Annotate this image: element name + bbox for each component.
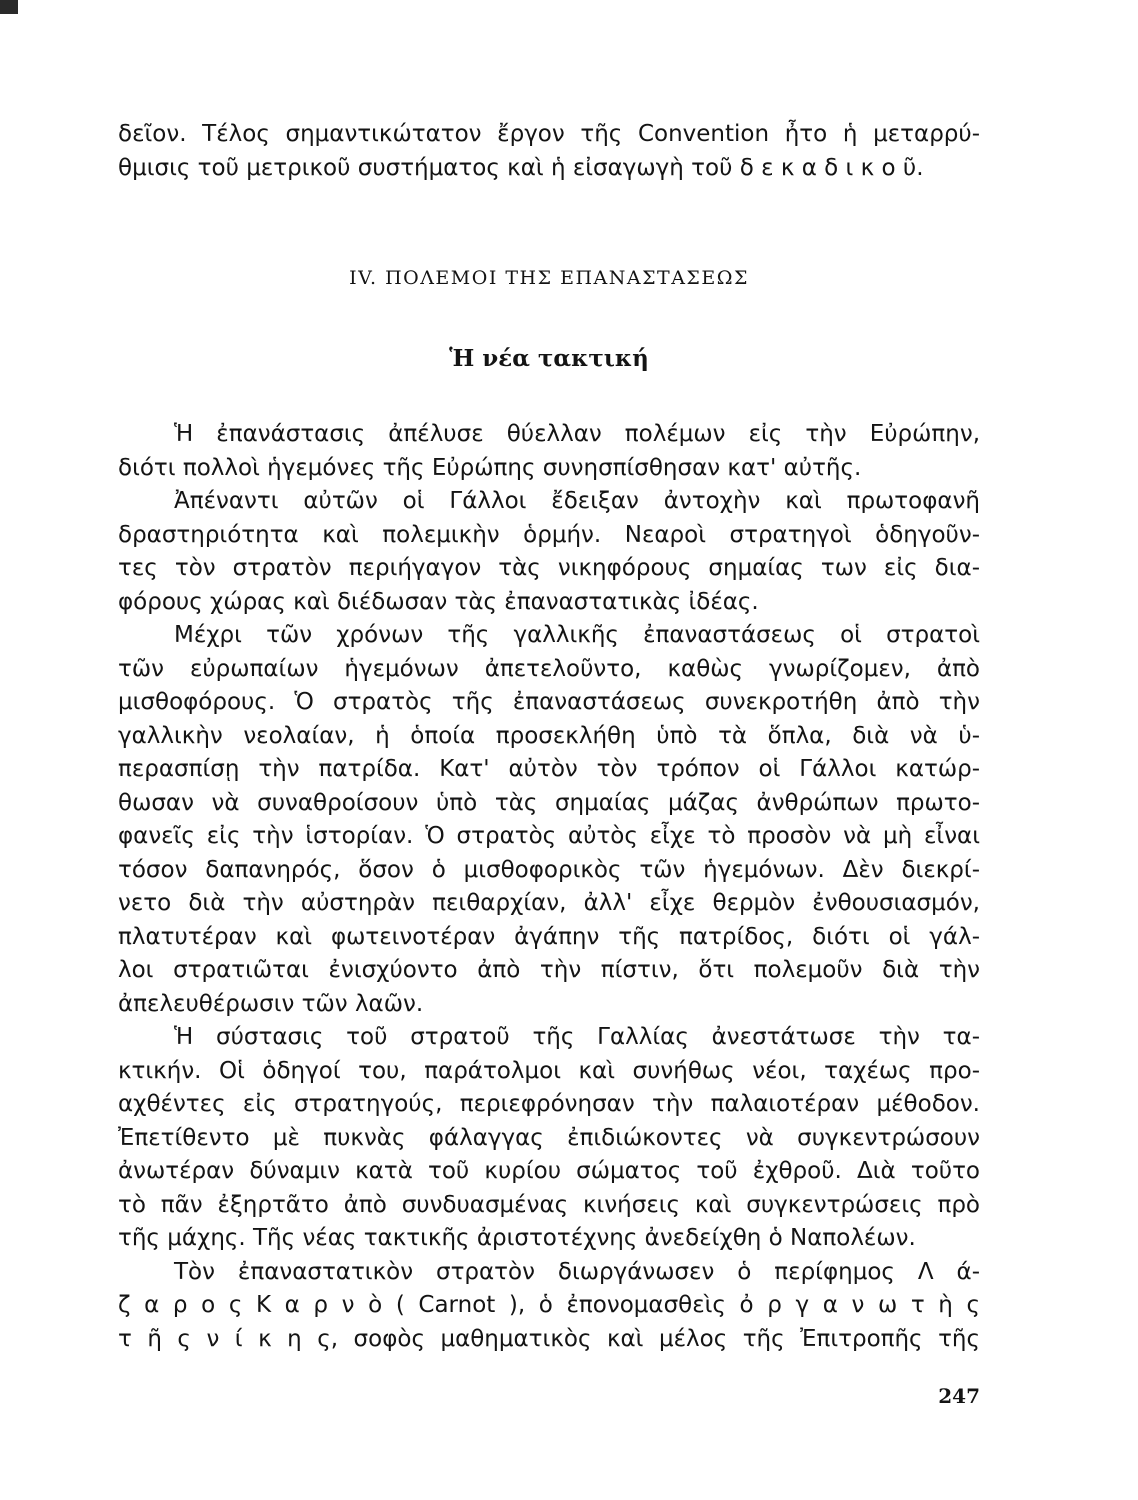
text-line: τες τὸν στρατὸν περιήγαγον τὰς νικηφόρους σημαίας των εἰς δια- — [118, 555, 980, 581]
text-line: δεῖον. Τέλος σημαντικώτατον ἔργον τῆς Convention ἦτο ἡ μεταρρύ- — [118, 121, 980, 147]
text-line: τόσον δαπανηρός, ὅσον ὁ μισθοφορικὸς τῶν ἡγεμόνων. Δὲν διεκρί- — [118, 856, 980, 883]
text-line: τῆς μάχης. Τῆς νέας τακτικῆς ἀριστοτέχνης ἀνεδείχθη ὁ Ναπολέων. — [118, 1225, 916, 1251]
text-line: Ἀπέναντι αὐτῶν οἱ Γάλλοι ἔδειξαν ἀντοχὴν καὶ πρωτοφανῆ — [174, 488, 980, 514]
section-title: Ἡ νέα τακτική — [449, 345, 649, 372]
book-page — [118, 118, 980, 1356]
text-line: φανεῖς εἰς τὴν ἱστορίαν. Ὁ στρατὸς αὐτὸς εἶχε τὸ προσὸν νὰ μὴ εἶναι — [118, 823, 980, 849]
text-line: περασπίσῃ τὴν πατρίδα. Κατ' αὐτὸν τὸν τρόπον οἱ Γάλλοι κατώρ- — [118, 756, 980, 782]
text-line: κτικήν. Οἱ ὁδηγοί του, παράτολμοι καὶ συνήθως νέοι, ταχέως προ- — [118, 1057, 980, 1084]
intro-paragraph — [118, 118, 980, 185]
chapter-heading: IV. ΠΟΛΕΜΟΙ ΤΗΣ ΕΠΑΝΑΣΤΑΣΕΩΣ — [349, 267, 749, 289]
text-line: αχθέντες εἰς στρατηγούς, περιεφρόνησαν τὴν παλαιοτέραν μέθοδον. — [118, 1091, 980, 1117]
page-number: 247 — [938, 1384, 980, 1408]
text-line: διότι πολλοὶ ἡγεμόνες τῆς Εὐρώπης συνησπίσθησαν κατ' αὐτῆς. — [118, 454, 862, 481]
text-line: Τὸν ἐπαναστατικὸν στρατὸν διωργάνωσεν ὁ περίφημος Λ ά- — [174, 1258, 980, 1285]
text-line: τ ῆ ς ν ί κ η ς, σοφὸς μαθηματικὸς καὶ μέλος τῆς Ἐπιτροπῆς τῆς — [118, 1325, 980, 1352]
text-line: δραστηριότητα καὶ πολεμικὴν ὁρμήν. Νεαροὶ στρατηγοὶ ὁδηγοῦν- — [118, 521, 980, 548]
text-line: ἀνωτέραν δύναμιν κατὰ τοῦ κυρίου σώματος τοῦ ἐχθροῦ. Διὰ τοῦτο — [118, 1158, 980, 1184]
body-text — [118, 418, 980, 1356]
text-line: πλατυτέραν καὶ φωτεινοτέραν ἀγάπην τῆς πατρίδος, διότι οἱ γάλ- — [118, 923, 980, 950]
text-line: ζ α ρ ο ς Κ α ρ ν ὸ ( Carnot ), ὁ ἐπονομασθεὶς ὀ ρ γ α ν ω τ ὴ ς — [118, 1292, 980, 1318]
text-line: Ἡ ἐπανάστασις ἀπέλυσε θύελλαν πολέμων εἰς τὴν Εὐρώπην, — [174, 421, 980, 447]
text-line: θμισις τοῦ μετρικοῦ συστήματος καὶ ἡ εἰσαγωγὴ τοῦ δ ε κ α δ ι κ ο ῦ. — [118, 154, 924, 181]
text-line: τὸ πᾶν ἐξηρτᾶτο ἀπὸ συνδυασμένας κινήσεις καὶ συγκεντρώσεις πρὸ — [118, 1191, 980, 1218]
text-line: τῶν εὐρωπαίων ἡγεμόνων ἀπετελοῦντο, καθὼς γνωρίζομεν, ἀπὸ — [118, 655, 980, 682]
text-line: Μέχρι τῶν χρόνων τῆς γαλλικῆς ἐπαναστάσεως οἱ στρατοὶ — [174, 622, 980, 648]
text-line: λοι στρατιῶται ἐνισχύοντο ἀπὸ τὴν πίστιν, ὅτι πολεμοῦν διὰ τὴν — [118, 957, 980, 983]
text-line: Ἐπετίθεντο μὲ πυκνὰς φάλαγγας ἐπιδιώκοντες νὰ συγκεντρώσουν — [118, 1124, 980, 1151]
text-line: θωσαν νὰ συναθροίσουν ὑπὸ τὰς σημαίας μάζας ἀνθρώπων πρωτο- — [118, 789, 980, 816]
text-line: γαλλικὴν νεολαίαν, ἡ ὁποία προσεκλήθη ὑπὸ τὰ ὅπλα, διὰ νὰ ὑ- — [118, 722, 980, 749]
scan-corner-mark — [0, 0, 18, 14]
text-line: νετο διὰ τὴν αὐστηρὰν πειθαρχίαν, ἀλλ' εἶχε θερμὸν ἐνθουσιασμόν, — [118, 890, 980, 916]
text-line: φόρους χώρας καὶ διέδωσαν τὰς ἐπαναστατικὰς ἰδέας. — [118, 588, 759, 615]
text-line: Ἡ σύστασις τοῦ στρατοῦ τῆς Γαλλίας ἀνεστάτωσε τὴν τα- — [174, 1024, 980, 1050]
text-line: ἀπελευθέρωσιν τῶν λαῶν. — [118, 990, 424, 1017]
text-line: μισθοφόρους. Ὁ στρατὸς τῆς ἐπαναστάσεως συνεκροτήθη ἀπὸ τὴν — [118, 689, 980, 715]
